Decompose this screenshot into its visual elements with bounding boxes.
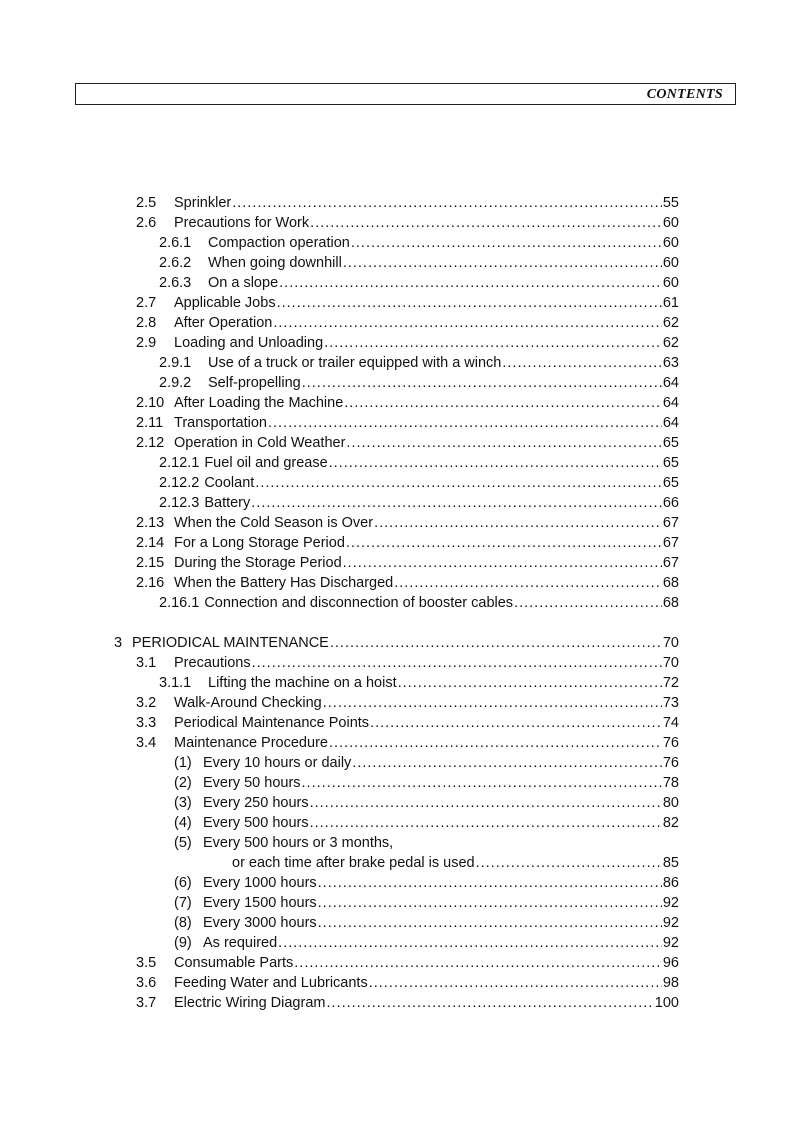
toc-entry-number: 2.9 — [136, 335, 157, 351]
toc-dot-leader — [302, 373, 662, 393]
toc-entry-number: (1) — [174, 755, 192, 771]
toc-entry-number: 2.8 — [136, 315, 157, 331]
toc-entry-number: 2.11 — [136, 415, 164, 431]
toc-entry-page: 55 — [662, 195, 679, 211]
toc-entry-title: or each time after brake pedal is used — [232, 855, 475, 871]
toc-entry-title: Every 250 hours — [203, 795, 309, 811]
toc-entry[interactable] — [114, 633, 679, 653]
toc-dot-leader — [318, 913, 662, 933]
toc-entry-page: 74 — [662, 715, 679, 731]
toc-dot-leader — [329, 453, 662, 473]
toc-entry-title: Every 10 hours or daily — [203, 755, 352, 771]
toc-entry[interactable] — [136, 733, 679, 753]
toc-dot-leader — [273, 313, 662, 333]
toc-entry-page: 85 — [662, 855, 679, 871]
toc-dot-leader — [398, 673, 662, 693]
toc-dot-leader — [279, 273, 662, 293]
toc-entry-title: Precautions — [174, 655, 251, 671]
toc-dot-leader — [394, 573, 662, 593]
toc-entry-title: When going downhill — [208, 255, 342, 271]
toc-entry[interactable] — [174, 753, 679, 773]
toc-entry-page: 68 — [662, 575, 679, 591]
toc-entry-page: 98 — [662, 975, 679, 991]
toc-entry-number: 2.12.3 — [159, 495, 200, 511]
toc-entry-page: 67 — [662, 555, 679, 571]
toc-entry-title: Precautions for Work — [174, 215, 310, 231]
toc-entry-number: (5) — [174, 835, 192, 851]
toc-entry-title: After Operation — [174, 315, 273, 331]
toc-dot-leader — [294, 953, 662, 973]
toc-entry-number: 2.9.2 — [159, 375, 192, 391]
toc-entry-title: When the Cold Season is Over — [174, 515, 374, 531]
toc-entry-title: After Loading the Machine — [174, 395, 344, 411]
toc-entry-title: Maintenance Procedure — [174, 735, 328, 751]
toc-entry[interactable] — [174, 933, 679, 953]
toc-entry-number: 3.1.1 — [159, 675, 192, 691]
toc-entry-number: 2.15 — [136, 555, 165, 571]
toc-dot-leader — [329, 733, 662, 753]
toc-entry-number: 3.1 — [136, 655, 157, 671]
toc-entry-number: 3 — [114, 635, 123, 651]
toc-entry-title: Use of a truck or trailer equipped with a winch — [208, 355, 502, 371]
toc-entry-number: 3.6 — [136, 975, 157, 991]
toc-entry-title: Lifting the machine on a hoist — [208, 675, 397, 691]
toc-entry-title: Transportation — [174, 415, 267, 431]
toc-entry[interactable] — [174, 773, 679, 793]
toc-dot-leader — [277, 293, 662, 313]
toc-entry-title: Periodical Maintenance Points — [174, 715, 370, 731]
toc-entry-title: When the Battery Has Discharged — [174, 575, 394, 591]
toc-entry-number: 2.6 — [136, 215, 157, 231]
toc-entry-number: 3.5 — [136, 955, 157, 971]
toc-entry[interactable] — [136, 433, 679, 453]
toc-dot-leader — [374, 513, 662, 533]
toc-entry[interactable] — [174, 813, 679, 833]
toc-entry[interactable] — [174, 893, 679, 913]
toc-entry-page: 82 — [662, 815, 679, 831]
toc-entry-title: Every 50 hours — [203, 775, 301, 791]
toc-entry-page: 80 — [662, 795, 679, 811]
toc-entry-number: 2.14 — [136, 535, 165, 551]
toc-entry-title: For a Long Storage Period — [174, 535, 345, 551]
toc-entry-page: 64 — [662, 415, 679, 431]
toc-dot-leader — [351, 233, 662, 253]
toc-dot-leader — [318, 893, 662, 913]
toc-entry-page: 76 — [662, 755, 679, 771]
toc-entry[interactable] — [174, 913, 679, 933]
toc-entry[interactable] — [136, 953, 679, 973]
toc-entry-number: 3.3 — [136, 715, 157, 731]
toc-entry-title: Self-propelling — [208, 375, 301, 391]
toc-entry-title: As required — [203, 935, 278, 951]
toc-entry-title: Consumable Parts — [174, 955, 294, 971]
toc-entry[interactable] — [174, 873, 679, 893]
toc-entry-page: 92 — [662, 935, 679, 951]
toc-entry[interactable] — [136, 653, 679, 673]
toc-entry-title: Loading and Unloading — [174, 335, 324, 351]
toc-entry-page: 68 — [662, 595, 679, 611]
toc-dot-leader — [323, 693, 662, 713]
toc-dot-leader — [352, 753, 662, 773]
toc-entry-number: 3.4 — [136, 735, 157, 751]
toc-dot-leader — [343, 253, 662, 273]
toc-dot-leader — [255, 473, 662, 493]
toc-entry-number: (6) — [174, 875, 192, 891]
toc-entry-title: Coolant — [204, 475, 255, 491]
toc-entry-page: 78 — [662, 775, 679, 791]
toc-dot-leader — [251, 493, 662, 513]
toc-entry-page: 96 — [662, 955, 679, 971]
toc-entry-title: On a slope — [208, 275, 279, 291]
toc-dot-leader — [343, 553, 662, 573]
toc-entry[interactable] — [159, 493, 679, 513]
toc-entry[interactable] — [136, 713, 679, 733]
toc-dot-leader — [326, 993, 653, 1013]
toc-entry-number: 2.6.1 — [159, 235, 192, 251]
toc-entry-page: 67 — [662, 515, 679, 531]
toc-entry-page: 66 — [662, 495, 679, 511]
toc-entry-page: 72 — [662, 675, 679, 691]
toc-dot-leader — [268, 413, 662, 433]
toc-entry[interactable] — [174, 793, 679, 813]
toc-entry[interactable] — [136, 393, 679, 413]
toc-entry-page: 92 — [662, 895, 679, 911]
toc-entry-page: 63 — [662, 355, 679, 371]
toc-entry-page: 65 — [662, 455, 679, 471]
toc-entry[interactable] — [203, 853, 679, 873]
toc-entry-page: 60 — [662, 275, 679, 291]
toc-dot-leader — [514, 593, 662, 613]
toc-dot-leader — [346, 433, 661, 453]
toc-dot-leader — [252, 653, 662, 673]
toc-entry-page: 76 — [662, 735, 679, 751]
toc-entry[interactable] — [159, 373, 679, 393]
toc-entry-number: 3.7 — [136, 995, 157, 1011]
toc-entry-page: 60 — [662, 255, 679, 271]
toc-entry-page: 64 — [662, 375, 679, 391]
toc-dot-leader — [370, 713, 662, 733]
toc-entry[interactable] — [159, 353, 679, 373]
toc-entry[interactable] — [136, 313, 679, 333]
toc-entry-title: Connection and disconnection of booster cables — [204, 595, 514, 611]
toc-dot-leader — [310, 213, 662, 233]
toc-entry[interactable] — [159, 673, 679, 693]
toc-entry-page: 60 — [662, 215, 679, 231]
toc-entry-title: Operation in Cold Weather — [174, 435, 346, 451]
toc-dot-leader — [502, 353, 661, 373]
toc-entry[interactable] — [136, 693, 679, 713]
toc-dot-leader — [232, 193, 662, 213]
toc-entry-title: PERIODICAL MAINTENANCE — [132, 635, 329, 651]
toc-entry-page: 62 — [662, 315, 679, 331]
toc-entry-title: Walk-Around Checking — [174, 695, 322, 711]
toc-entry[interactable] — [136, 553, 679, 573]
toc-entry-title: Feeding Water and Lubricants — [174, 975, 368, 991]
toc-entry-title: Every 1500 hours — [203, 895, 317, 911]
toc-entry-title: Every 1000 hours — [203, 875, 317, 891]
toc-entry[interactable] — [159, 593, 679, 613]
toc-dot-leader — [346, 533, 662, 553]
toc-entry[interactable] — [136, 533, 679, 553]
toc-entry-number: 2.6.2 — [159, 255, 192, 271]
toc-entry-page: 60 — [662, 235, 679, 251]
toc-entry-number: (3) — [174, 795, 192, 811]
toc-entry-title: Battery — [204, 495, 251, 511]
toc-entry[interactable] — [174, 833, 679, 853]
toc-entry-title: Sprinkler — [174, 195, 232, 211]
toc-entry-title: Electric Wiring Diagram — [174, 995, 326, 1011]
toc-entry-number: 2.10 — [136, 395, 165, 411]
toc-entry[interactable] — [136, 973, 679, 993]
toc-dot-leader — [344, 393, 662, 413]
toc-entry-page: 73 — [662, 695, 679, 711]
toc-entry-page: 92 — [662, 915, 679, 931]
toc-entry[interactable] — [159, 453, 679, 473]
toc-entry[interactable] — [136, 993, 679, 1013]
toc-entry-number: (4) — [174, 815, 192, 831]
toc-entry-number: 2.9.1 — [159, 355, 192, 371]
toc-entry-number: (8) — [174, 915, 192, 931]
toc-entry-number: (9) — [174, 935, 192, 951]
toc-entry-page: 67 — [662, 535, 679, 551]
toc-entry-number: 2.7 — [136, 295, 157, 311]
toc-dot-leader — [330, 633, 662, 653]
toc-entry-number: 2.12.2 — [159, 475, 200, 491]
toc-entry[interactable] — [136, 513, 679, 533]
toc-entry-title: During the Storage Period — [174, 555, 342, 571]
toc-entry[interactable] — [159, 273, 679, 293]
toc-entry-title: Every 3000 hours — [203, 915, 317, 931]
toc-entry[interactable] — [136, 293, 679, 313]
toc-entry-page: 70 — [662, 655, 679, 671]
toc-entry-number: 2.16 — [136, 575, 165, 591]
toc-entry[interactable] — [159, 473, 679, 493]
toc-entry-page: 62 — [662, 335, 679, 351]
toc-entry-number: 2.12 — [136, 435, 165, 451]
toc-entry[interactable] — [136, 193, 679, 213]
toc-entry-number: 3.2 — [136, 695, 157, 711]
toc-entry-page: 64 — [662, 395, 679, 411]
toc-entry-number: 2.5 — [136, 195, 157, 211]
toc-entry-number: 2.13 — [136, 515, 165, 531]
toc-entry-title: Every 500 hours or 3 months, — [203, 835, 394, 851]
toc-entry-number: (7) — [174, 895, 192, 911]
toc-entry-title: Applicable Jobs — [174, 295, 276, 311]
toc-entry-title: Fuel oil and grease — [204, 455, 328, 471]
toc-entry[interactable] — [136, 213, 679, 233]
toc-entry-page: 65 — [662, 475, 679, 491]
toc-entry-number: 2.6.3 — [159, 275, 192, 291]
toc-entry-page: 65 — [662, 435, 679, 451]
toc-dot-leader — [302, 773, 662, 793]
header-title: CONTENTS — [646, 87, 723, 102]
toc-entry[interactable] — [136, 573, 679, 593]
toc-entry-title: Compaction operation — [208, 235, 350, 251]
toc-dot-leader — [310, 793, 662, 813]
page-header — [75, 83, 736, 105]
toc-entry-page: 70 — [662, 635, 679, 651]
toc-dot-leader — [324, 333, 662, 353]
toc-entry-number: 2.16.1 — [159, 595, 200, 611]
toc-entry-page: 100 — [654, 995, 679, 1011]
toc-dot-leader — [318, 873, 662, 893]
toc-entry-page: 61 — [662, 295, 679, 311]
toc-dot-leader — [278, 933, 662, 953]
toc-entry[interactable] — [136, 333, 679, 353]
toc-dot-leader — [310, 813, 662, 833]
toc-dot-leader — [369, 973, 662, 993]
toc-entry[interactable] — [159, 233, 679, 253]
toc-entry-page: 86 — [662, 875, 679, 891]
toc-entry-title: Every 500 hours — [203, 815, 309, 831]
toc-entry[interactable] — [136, 413, 679, 433]
toc-dot-leader — [476, 853, 662, 873]
toc-entry-number: (2) — [174, 775, 192, 791]
toc-entry[interactable] — [159, 253, 679, 273]
toc-entry-number: 2.12.1 — [159, 455, 200, 471]
